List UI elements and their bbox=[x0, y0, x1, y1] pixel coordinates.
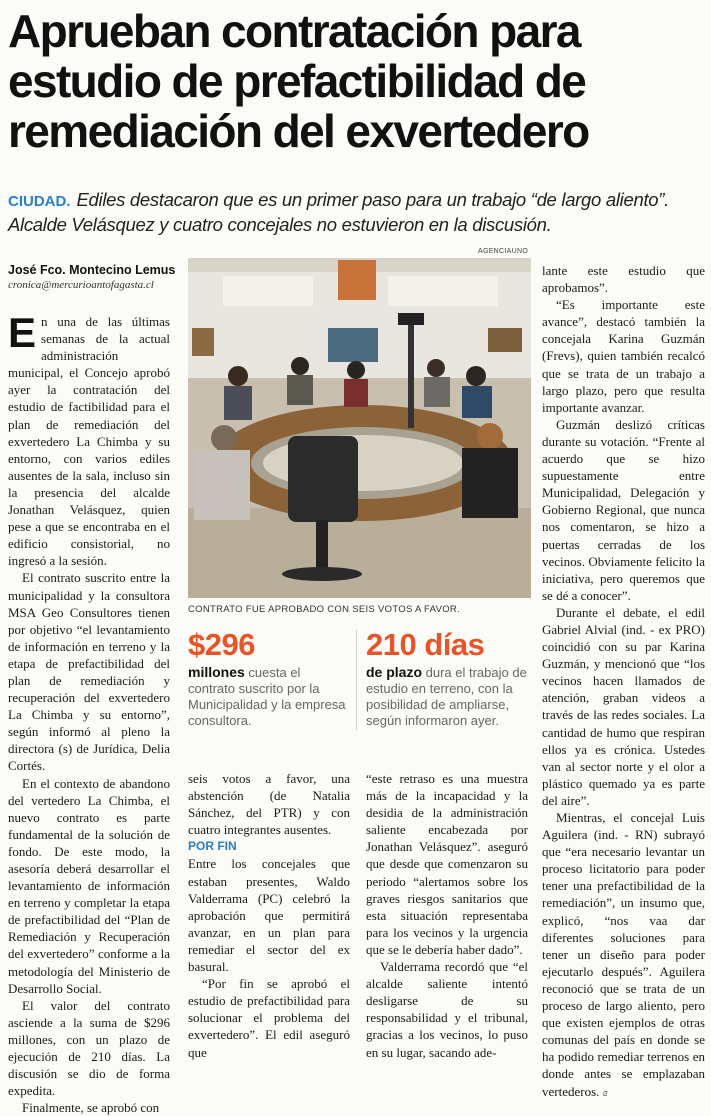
headline-line: remediación del exvertedero bbox=[8, 105, 589, 157]
headline-line: Aprueban contratación para bbox=[8, 5, 580, 57]
paragraph: “este retraso es una muestra más de la incapacidad y la desidia de la administración saliente encabezada por Jonathan Velásquez”. aseguró que desde que comenzaron su periodo “alertamos sobre los graves riesgos sanitarios que esta situación representaba para los vecinos y la urgencia que se le debería haber dado”. bbox=[366, 771, 528, 957]
paragraph: Finalmente, se aprobó con bbox=[22, 1100, 160, 1116]
paragraph: El contrato suscrito entre la municipalidad y la consultora MSA Geo Consultores tienen por objetivo “el levantamiento de información en terreno y la etapa de prefactibilidad del plan de remediación y recuperación del exvertedero La Chimba y su entorno”, según informó al pleno la directora (s) de Jurídica, Delia Cortés. bbox=[8, 570, 170, 774]
stat-description: de plazo dura el trabajo de estudio en terreno, con la posibilidad de ampliarse, según informaron ayer. bbox=[366, 664, 527, 728]
subtitle: POR FIN bbox=[188, 839, 237, 854]
column-2 bbox=[188, 770, 350, 1061]
paragraph: En una de las últimas semanas de la actual administración municipal, el Concejo aprobó ayer la contratación del estudio de factibilidad para el plan de remediación del exvertedero La Chimba y su entorno, con varios ediles ausentes de la sala, incluso sin la presencia del alcalde Jonathan Velásquez, quien pese a que se encontraba en el edificio consistorial, no ingresó a la sesión. bbox=[8, 309, 170, 569]
column-4 bbox=[542, 262, 705, 1102]
end-mark: ɞ bbox=[602, 1086, 608, 1099]
paragraph: lante este estudio que aprobamos”. bbox=[542, 263, 705, 296]
section-label: CIUDAD. bbox=[8, 193, 71, 210]
stat-value: $296 bbox=[188, 627, 255, 662]
drop-cap: E bbox=[8, 309, 37, 356]
photo-credit: AGENCIAUNO bbox=[478, 248, 529, 255]
paragraph: Guzmán deslizó críticas durante su votación. “Frente al acuerdo que se hizo supuestamente entre Municipalidad, Delegación y Gobierno Regional, que nunca nos comentaron, se hizo a puertas cerradas de los vecinos. Obviamente felicito la iniciativa, pero queremos que se dé a conocer”. bbox=[542, 416, 705, 603]
paragraph: El valor del contrato asciende a la suma de $296 millones, con un plazo de ejecución de 210 días. La discusión se dio de forma expedita. bbox=[8, 997, 170, 1099]
headline bbox=[8, 6, 706, 156]
stat-value: 210 días bbox=[366, 627, 485, 662]
paragraph: seis votos a favor, una abstención (de Natalia Sánchez, del PTR) y con cuatro integrantes ausentes. bbox=[188, 771, 350, 838]
stat-divider bbox=[356, 630, 357, 730]
column-3 bbox=[366, 770, 528, 1061]
paragraph: Durante el debate, el edil Gabriel Alvial (ind. - ex PRO) coincidió con su par Karina Guzmán, y mencionó que “los vecinos hacen llamados de atención, graban videos a través de las redes sociales. La cantidad de humo que respiran ellos ya es crónica. Ustedes van al sector norte y el olor a plástico quemado ya es parte del aire”. bbox=[542, 604, 705, 808]
byline bbox=[8, 262, 183, 293]
stat-cost bbox=[188, 628, 348, 729]
council-meeting-illustration bbox=[188, 258, 531, 598]
paragraph: Entre los concejales que estaban presentes, Waldo Valderrama (PC) celebró la aprobación que permitirá avanzar, en un plan para remediar el sector del ex basural. bbox=[188, 856, 350, 975]
author-email: cronica@mercurioantofagasta.cl bbox=[8, 279, 154, 291]
headline-line: estudio de prefactibilidad de bbox=[8, 55, 586, 107]
paragraph: “Es importante este avance”, destacó también la concejala Karina Guzmán (Frevs), quien también recalcó que se trata de un trabajo a largo plazo, pero que resulta importante avanzar. bbox=[542, 297, 705, 415]
subhead-text: Ediles destacaron que es un primer paso para un trabajo “de largo aliento”. Alcalde Velásquez y cuatro concejales no estuvieron en la discusión. bbox=[8, 189, 669, 235]
subheadline bbox=[8, 188, 706, 236]
column-1 bbox=[8, 309, 170, 1116]
council-meeting-photo bbox=[188, 258, 531, 598]
photo-caption: CONTRATO FUE APROBADO CON SEIS VOTOS A FAVOR. bbox=[188, 604, 460, 615]
paragraph: Valderrama recordó que “el alcalde saliente intentó desligarse de su responsabilidad y el tribunal, gracias a los vecinos, lo puso en su lugar, sacando ade- bbox=[366, 959, 528, 1060]
paragraph: Mientras, el concejal Luis Aguilera (ind. - RN) subrayó que “era necesario levantar un proceso licitatorio para poder tener una prefactibilidad de la remediación”, un insumo que, explicó, “nos vaa dar diferentes soluciones para tener un diseño para poder ejecutarlo después”. Aguilera reconoció que se trata de un proceso de largo aliento, pero que existen ejemplos de otras comunas del país en donde se ha podido remediar terrenos en donde antes se emplazaban vertederos. ɞ bbox=[542, 810, 705, 1099]
stat-duration bbox=[366, 628, 536, 729]
paragraph: “Por fin se aprobó el estudio de prefactibilidad para solucionar el problema del exvertedero”. El edil aseguró que bbox=[188, 976, 350, 1060]
author-name: José Fco. Montecino Lemus bbox=[8, 263, 176, 277]
paragraph: En el contexto de abandono del vertedero La Chimba, el nuevo contrato es parte fundamental de la solución de fondo. De este modo, la asesoría deberá desarrollar el levantamiento de información en terreno y completar la etapa de prefactibilidad del “Plan de Remediación y Recuperación del exvertedero” conforme a la metodología del Ministerio de Desarrollo Social. bbox=[8, 775, 170, 996]
stat-description: millones cuesta el contrato suscrito por la Municipalidad y la empresa consultora. bbox=[188, 664, 346, 728]
